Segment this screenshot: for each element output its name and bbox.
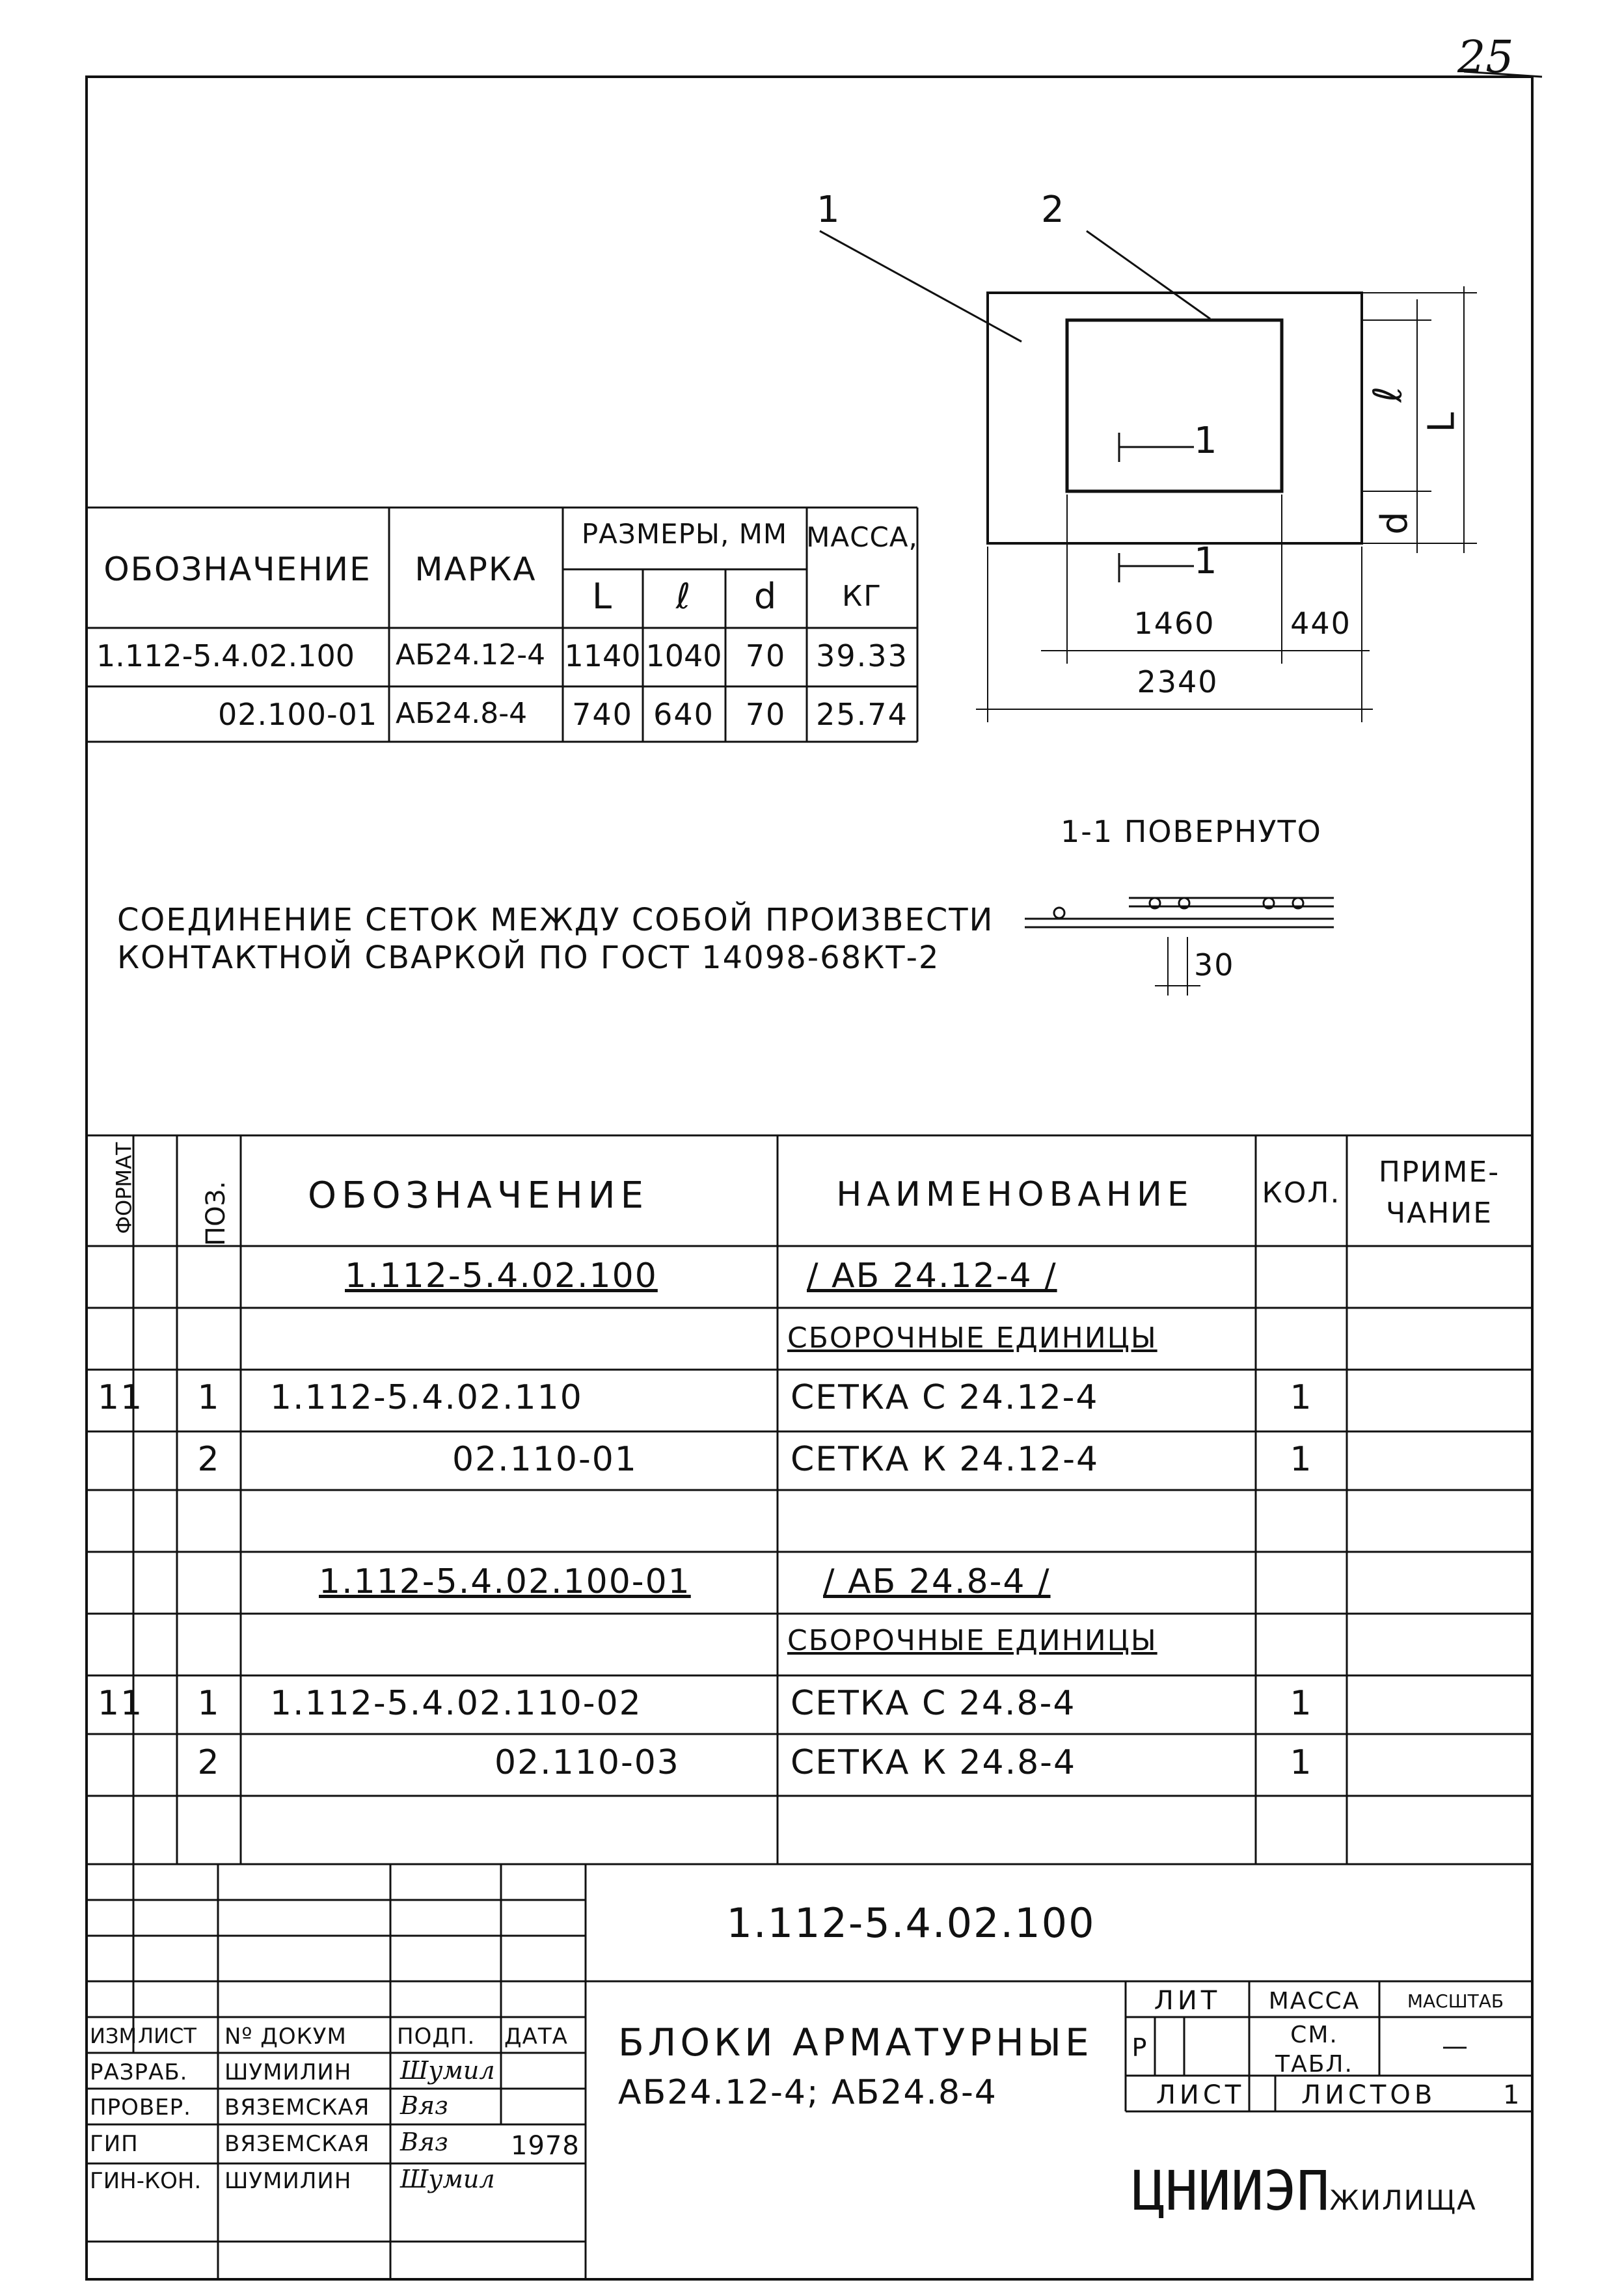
tb-sheets-value: 1 bbox=[1503, 2080, 1521, 2110]
tb-scale-label: МАСШТАБ bbox=[1407, 1990, 1504, 2012]
tb-header-date: ДАТА bbox=[504, 2024, 568, 2050]
section-mark-upper: 1 bbox=[1194, 420, 1219, 462]
mark-row-mass: 39.33 bbox=[816, 638, 908, 673]
tb-header-sign: ПОДП. bbox=[397, 2024, 476, 2050]
spec-row-designation: 02.110-03 bbox=[494, 1743, 680, 1782]
spec-header-name: НАИМЕНОВАНИЕ bbox=[836, 1175, 1194, 1214]
section-dim-30: 30 bbox=[1194, 947, 1235, 983]
tb-signature: Вяз bbox=[400, 2128, 448, 2156]
tb-date: 1978 bbox=[511, 2131, 580, 2161]
mark-row-l: 1040 bbox=[645, 638, 722, 673]
section-title: 1-1 ПОВЕРНУТО bbox=[1061, 814, 1322, 849]
tb-scale-value: — bbox=[1442, 2031, 1469, 2061]
spec-row-format: 11 bbox=[98, 1684, 144, 1723]
mark-table-header-l: ℓ bbox=[675, 576, 692, 617]
tb-header-doc-no: Nº ДОКУМ bbox=[224, 2024, 347, 2050]
mark-row-l: 640 bbox=[653, 697, 714, 732]
spec-group1-subtitle: СБОРОЧНЫЕ ЕДИНИЦЫ bbox=[787, 1322, 1157, 1355]
spec-header-format: ФОРМАТ bbox=[111, 1142, 137, 1234]
page-number: 25 bbox=[1457, 32, 1514, 83]
tb-mass-value-2: ТАБЛ. bbox=[1275, 2051, 1353, 2078]
mark-table-header-mark: МАРКА bbox=[414, 550, 537, 588]
dim-L-label: L bbox=[1420, 411, 1463, 433]
spec-header-qty: КОЛ. bbox=[1262, 1176, 1341, 1210]
welding-note-line2: КОНТАКТНОЙ СВАРКОЙ ПО ГОСТ 14098-68КТ-2 bbox=[117, 940, 940, 976]
dim-440: 440 bbox=[1290, 606, 1351, 641]
spec-header-note-2: ЧАНИЕ bbox=[1385, 1197, 1493, 1230]
tb-name: ШУМИЛИН bbox=[224, 2168, 352, 2194]
mark-table-header-L: L bbox=[591, 576, 614, 617]
tb-name: ШУМИЛИН bbox=[224, 2059, 352, 2085]
organization-main: ЦНИИЭП bbox=[1132, 2159, 1330, 2223]
mark-table-header-mass: МАССА, bbox=[806, 521, 918, 553]
spec-group2-designation: 1.112-5.4.02.100-01 bbox=[319, 1562, 691, 1601]
mark-row-d: 70 bbox=[745, 638, 787, 673]
dim-l-label: ℓ bbox=[1365, 385, 1411, 403]
spec-row-qty: 1 bbox=[1290, 1440, 1313, 1479]
welding-note-line1: СОЕДИНЕНИЕ СЕТОК МЕЖДУ СОБОЙ ПРОИЗВЕСТИ bbox=[117, 902, 994, 938]
tb-name: ВЯЗЕМСКАЯ bbox=[224, 2094, 370, 2121]
spec-group1-name: / АБ 24.12-4 / bbox=[807, 1256, 1057, 1295]
organization-sub: ЖИЛИЩА bbox=[1329, 2184, 1477, 2216]
tb-signature: Шумил bbox=[400, 2056, 495, 2085]
tb-header-list: ЛИСТ bbox=[138, 2024, 196, 2048]
mark-row-L: 740 bbox=[572, 697, 633, 732]
spec-row-pos: 1 bbox=[197, 1378, 221, 1417]
callout-1: 1 bbox=[817, 189, 841, 231]
sketch-outer-rect bbox=[988, 293, 1362, 543]
spec-header-pos: ПОЗ. bbox=[200, 1181, 231, 1246]
spec-row-name: СЕТКА С 24.8-4 bbox=[791, 1684, 1076, 1723]
spec-group2-name: / АБ 24.8-4 / bbox=[823, 1562, 1051, 1601]
tb-sheets-label: ЛИСТОВ bbox=[1301, 2080, 1437, 2110]
dim-d-label: d bbox=[1373, 510, 1416, 535]
spec-row-qty: 1 bbox=[1290, 1684, 1313, 1723]
tb-role: ПРОВЕР. bbox=[90, 2094, 191, 2121]
tb-mass-label: МАССА bbox=[1268, 1988, 1360, 2014]
spec-row-qty: 1 bbox=[1290, 1378, 1313, 1417]
organization-logo bbox=[1132, 2159, 1477, 2223]
tb-role: РАЗРАБ. bbox=[90, 2059, 188, 2085]
tb-signature: Вяз bbox=[400, 2091, 448, 2120]
tb-mass-value-1: СМ. bbox=[1290, 2022, 1338, 2048]
spec-row-pos: 1 bbox=[197, 1684, 221, 1723]
tb-name: ВЯЗЕМСКАЯ bbox=[224, 2131, 370, 2157]
spec-header-designation: ОБОЗНАЧЕНИЕ bbox=[307, 1174, 649, 1217]
tb-lit-value: Р bbox=[1131, 2033, 1148, 2062]
drawing-title-line1: БЛОКИ АРМАТУРНЫЕ bbox=[618, 2020, 1093, 2065]
spec-group2-subtitle: СБОРОЧНЫЕ ЕДИНИЦЫ bbox=[787, 1624, 1157, 1657]
mark-row-L: 1140 bbox=[564, 638, 641, 673]
mark-row-mass: 25.74 bbox=[816, 697, 908, 732]
spec-row-name: СЕТКА С 24.12-4 bbox=[791, 1378, 1099, 1417]
document-code: 1.112-5.4.02.100 bbox=[726, 1899, 1096, 1947]
spec-row-designation: 02.110-01 bbox=[452, 1440, 638, 1479]
mark-table-header-d: d bbox=[753, 576, 778, 617]
callout-2: 2 bbox=[1041, 189, 1066, 231]
mark-row-designation: 1.112-5.4.02.100 bbox=[96, 638, 355, 673]
mark-table-header-sizes: РАЗМЕРЫ, ММ bbox=[581, 518, 788, 550]
spec-group1-designation: 1.112-5.4.02.100 bbox=[345, 1256, 658, 1295]
spec-row-name: СЕТКА К 24.8-4 bbox=[791, 1743, 1077, 1782]
spec-row-pos: 2 bbox=[197, 1743, 221, 1782]
mark-table-header-designation: ОБОЗНАЧЕНИЕ bbox=[103, 550, 372, 588]
tb-lit-label: ЛИТ bbox=[1154, 1986, 1221, 2016]
dim-2340: 2340 bbox=[1137, 664, 1219, 699]
spec-row-designation: 1.112-5.4.02.110 bbox=[270, 1378, 583, 1417]
mark-row-mark: АБ24.8-4 bbox=[396, 697, 528, 730]
section-mark-lower: 1 bbox=[1194, 540, 1219, 582]
tb-signature: Шумил bbox=[400, 2165, 495, 2193]
spec-row-name: СЕТКА К 24.12-4 bbox=[791, 1440, 1100, 1479]
spec-row-qty: 1 bbox=[1290, 1743, 1313, 1782]
dim-1460: 1460 bbox=[1133, 606, 1215, 641]
mark-row-designation: 02.100-01 bbox=[218, 697, 378, 732]
drawing-title-line2: АБ24.12-4; АБ24.8-4 bbox=[618, 2073, 997, 2112]
spec-row-pos: 2 bbox=[197, 1440, 221, 1479]
sketch-inner-rect bbox=[1067, 320, 1282, 491]
spec-header-note-1: ПРИМЕ- bbox=[1378, 1156, 1500, 1189]
mark-row-d: 70 bbox=[745, 697, 787, 732]
spec-row-designation: 1.112-5.4.02.110-02 bbox=[270, 1684, 642, 1723]
mark-row-mark: АБ24.12-4 bbox=[396, 638, 546, 671]
tb-role: ГИН-КОН. bbox=[90, 2168, 202, 2194]
tb-sheet-label: ЛИСТ bbox=[1156, 2080, 1245, 2110]
spec-row-format: 11 bbox=[98, 1378, 144, 1417]
tb-role: ГИП bbox=[90, 2131, 139, 2157]
tb-header-izm: ИЗМ bbox=[90, 2024, 137, 2048]
mark-table-header-mass-unit: КГ bbox=[841, 580, 883, 613]
